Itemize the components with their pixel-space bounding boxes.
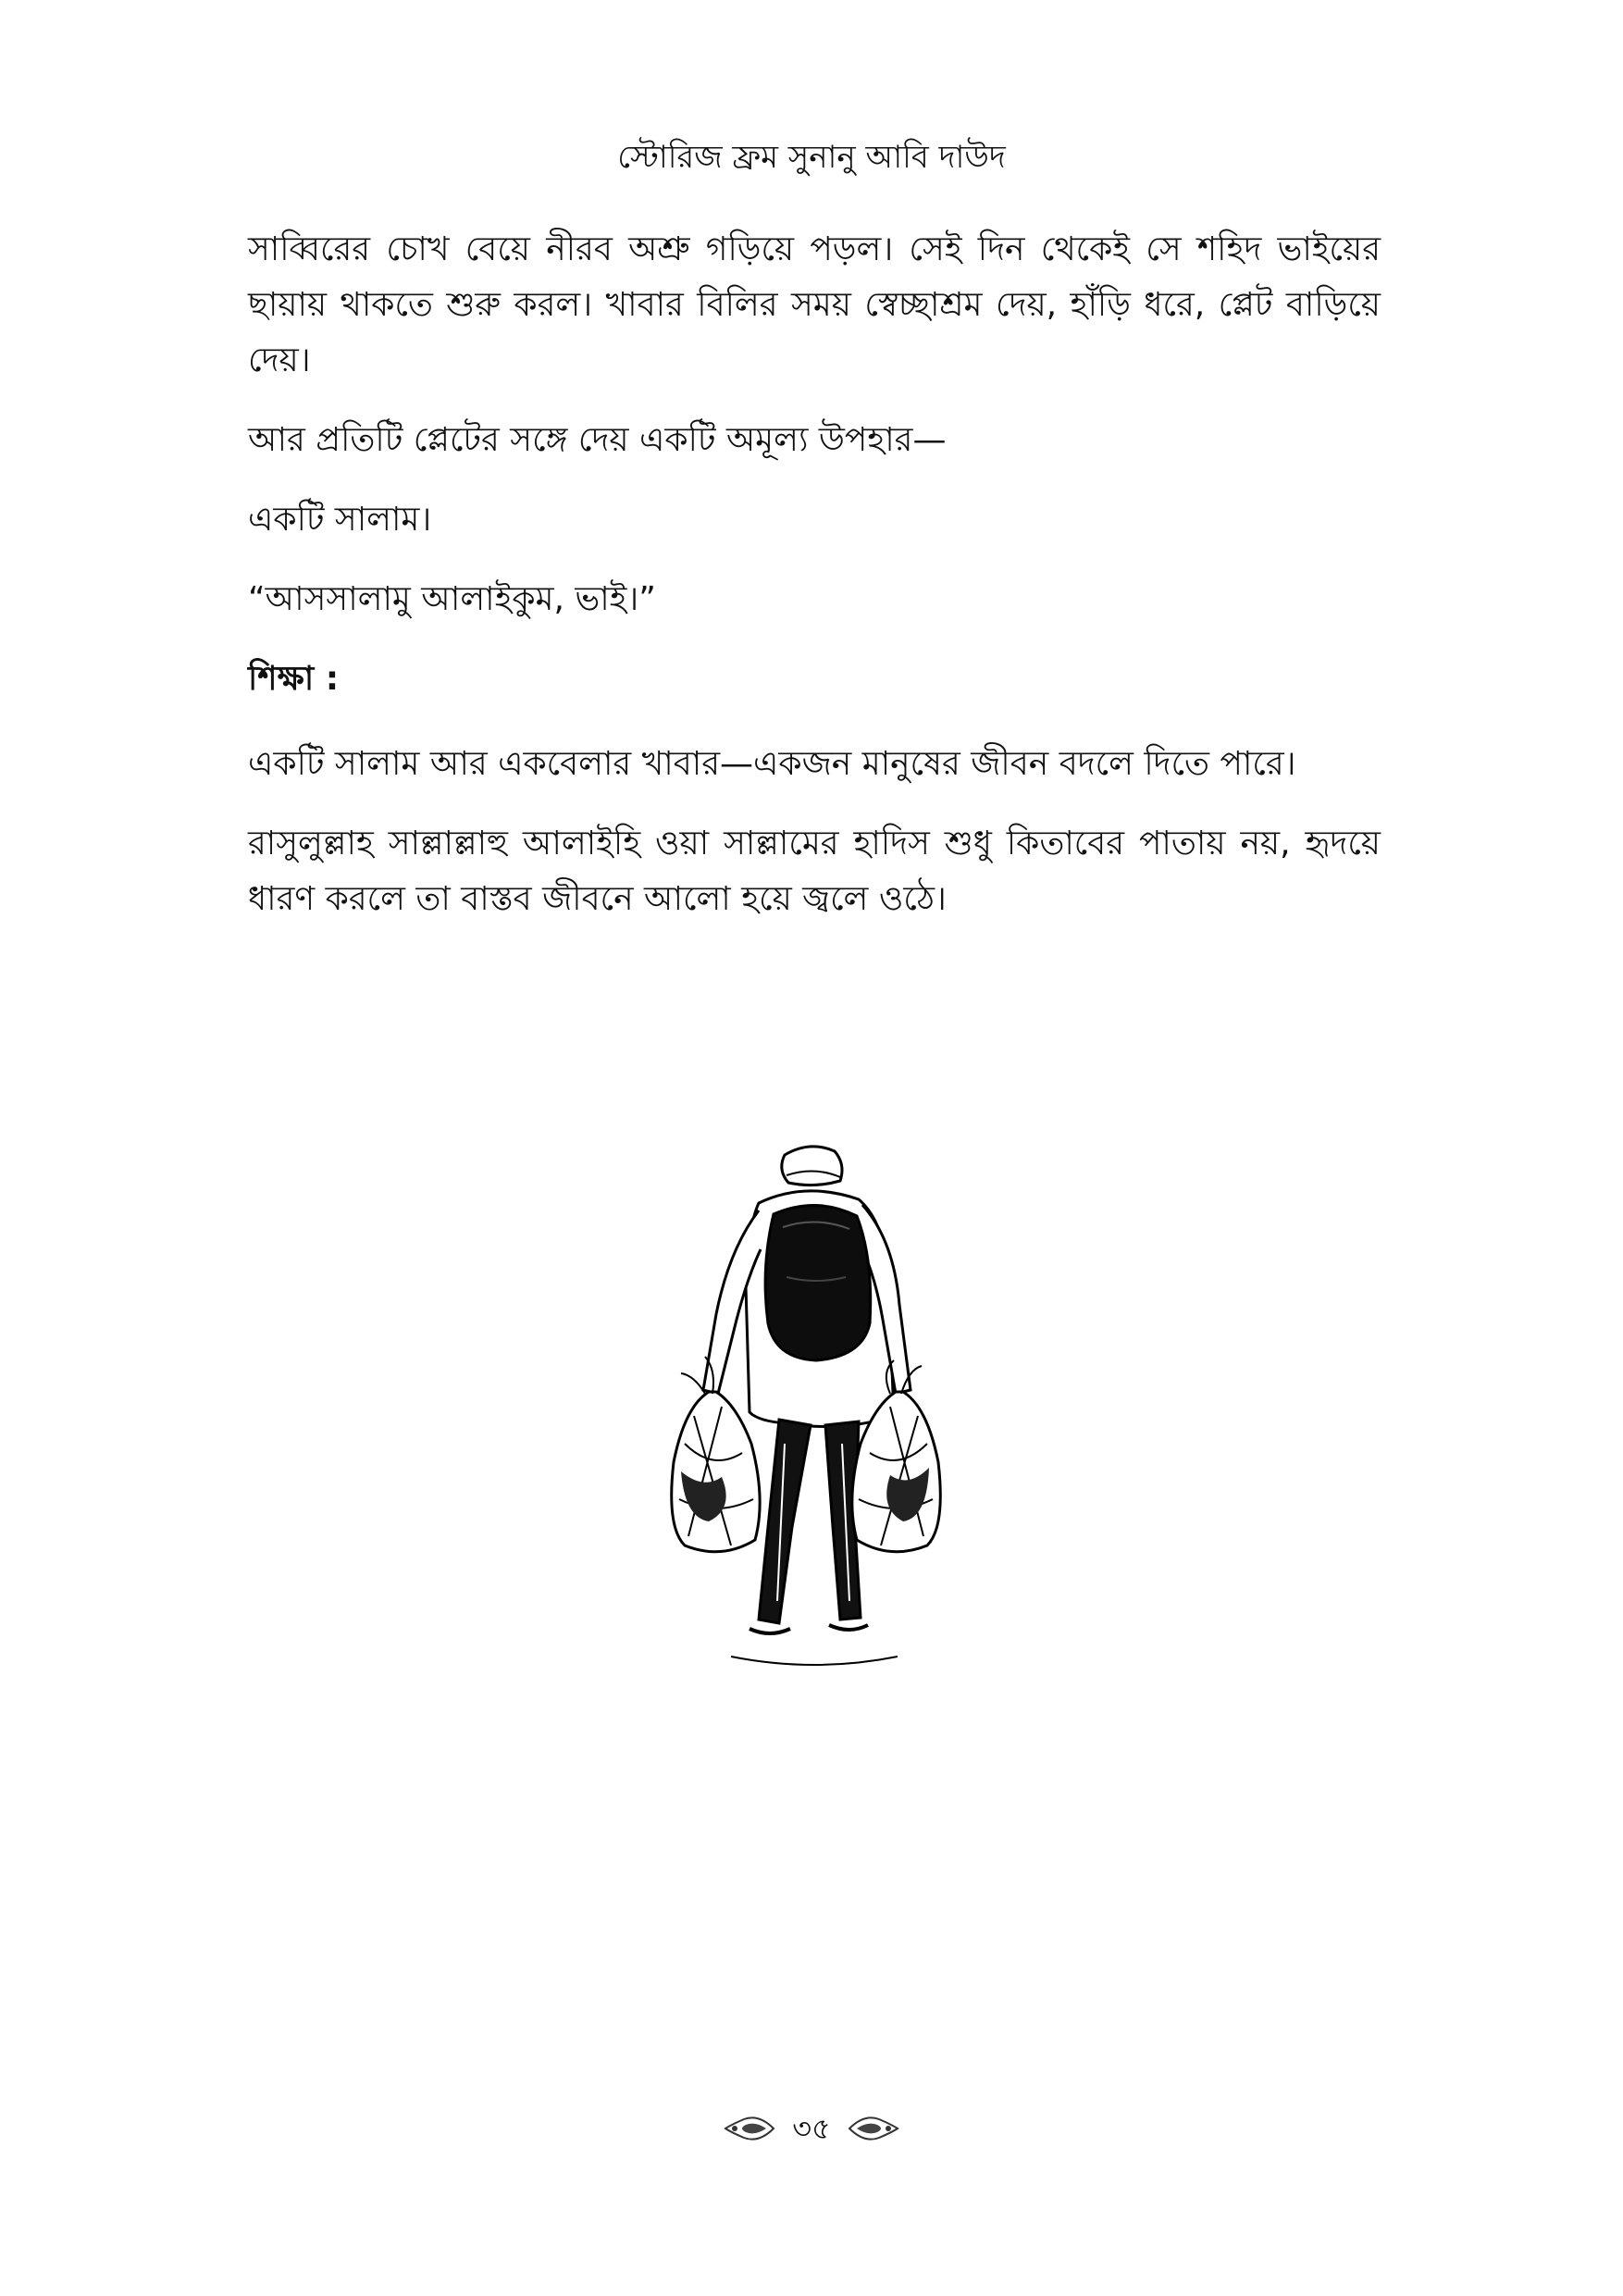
- running-header: স্টোরিজ ফ্রম সুনানু আবি দাউদ: [617, 139, 1006, 176]
- page-body: [248, 222, 1381, 927]
- paragraph-1: সাব্বিরের চোখ বেয়ে নীরব অশ্রু গড়িয়ে পড়ল। সেই দিন থেকেই সে শহিদ ভাইয়ের ছায়ায় থাকতে শুরু করল। খাবার বিলির সময় স্বেচ্ছাশ্রম দেয়, হাঁড়ি ধরে, প্লেট বাড়িয়ে দেয়।: [248, 230, 1381, 379]
- page-number: ৩৫: [792, 2111, 831, 2146]
- paragraph-6: রাসুলুল্লাহ সাল্লাল্লাহু আলাইহি ওয়া সাল্লামের হাদিস শুধু কিতাবের পাতায় নয়, হৃদয়ে ধারণ করলে তা বাস্তব জীবনে আলো হয়ে জ্বলে ওঠে।: [248, 825, 1381, 918]
- floral-ornament-icon: [848, 2110, 901, 2147]
- paragraph-5: একটি সালাম আর একবেলার খাবার—একজন মানুষের জীবন বদলে দিতে পারে।: [248, 745, 1296, 783]
- lesson-heading: শিক্ষা :: [248, 660, 340, 698]
- man-with-backpack-carrying-bags-illustration: [620, 1138, 1009, 1694]
- page-number-footer: [0, 2101, 1623, 2156]
- paragraph-4: “আসসালামু আলাইকুম, ভাই।”: [248, 580, 656, 618]
- paragraph-3: একটি সালাম।: [248, 501, 432, 539]
- paragraph-2: আর প্রতিটি প্লেটের সঙ্গে দেয় একটি অমূল্য উপহার—: [248, 421, 947, 459]
- floral-ornament-icon: [722, 2110, 775, 2147]
